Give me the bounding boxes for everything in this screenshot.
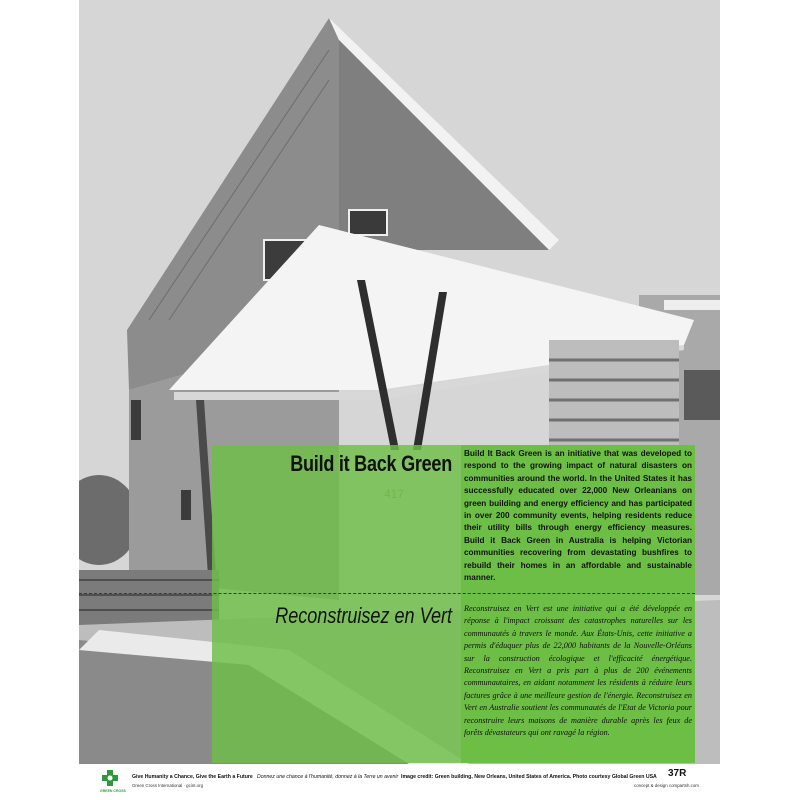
headline-english: Build it Back Green <box>290 451 452 476</box>
body-text-french: Reconstruisez en Vert est une initiative qui a été développée en réponse à l'impact croissant des catastrophes naturelles sur les communautés à travers le monde. Aux États-Unis, cette initiative a permis d'éduquer plus de 22,000 habitants de la Nouvelle-Orléans sur la construction écologique et l'efficacité énergétique. Reconstruisez en Vert a pris part à plus de 200 événements communautaires, en aidant notamment les résidents à réduire leurs factures grâce à une meilleure gestion de l'énergie. Reconstruisez en Vert en Australie soutient les communautés de l'Etat de Victoria pour reconstruire leurs maisons de manière durable après les feux de forêts dévastateurs qui ont ravagé la région. <box>464 604 692 738</box>
copyright: concept & design compartsh.com <box>634 783 699 788</box>
tagline-english: Give Humanity a Chance, Give the Earth a Future <box>132 774 253 780</box>
image-credit: Image credit: Green building, New Orleans, United States of America. Photo courtesy Global Green USA <box>401 774 657 780</box>
dashed-divider <box>79 593 695 594</box>
headline-french: Reconstruisez en Vert <box>275 603 452 628</box>
body-text-english: Build It Back Green is an initiative that was developed to respond to the growing impact of natural disasters on communities around the world. In the United States it has successfully educated over 22,000 New Orleanians on green building and energy efficiency and has participated in over 200 community events, helping residents reduce their utility bills through energy efficiency measures. Build it Back Green in Australia is helping Victorian communities recovering from devastating bushfires to rebuild their homes in an affordable and sustainable manner. <box>464 449 692 583</box>
tagline-french: Donnez une chance à l'humanité, donnez à la Terre un avenir <box>257 774 399 780</box>
page-number: 37R <box>668 768 687 779</box>
green-cross-logo-icon <box>101 769 119 791</box>
organization: Green Cross International · gcint.org <box>132 783 204 788</box>
logo-text: GREEN CROSS <box>100 789 126 793</box>
